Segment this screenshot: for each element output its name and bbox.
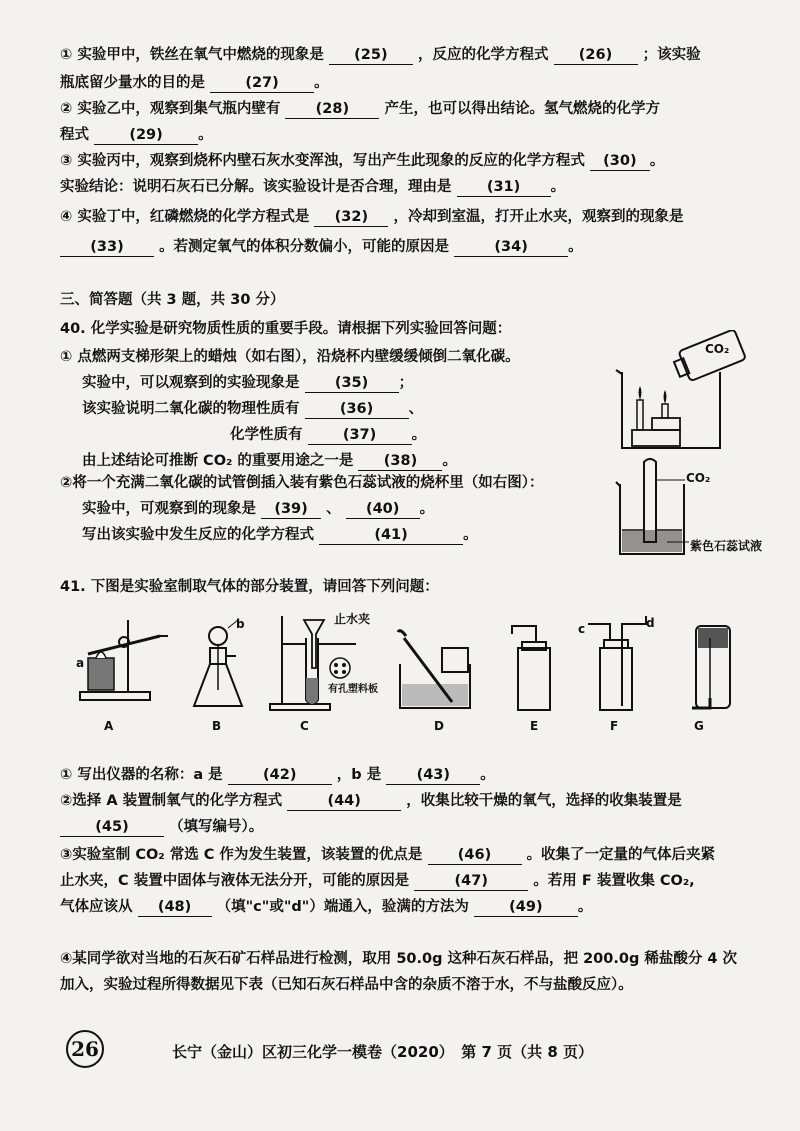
blank-33: (33)	[60, 238, 154, 257]
text: 。收集了一定量的气体后夹紧	[526, 847, 716, 863]
blank-39: (39)	[261, 500, 321, 519]
blank-34: (34)	[454, 238, 568, 257]
blank-30: (30)	[590, 152, 650, 171]
q40-part1: ① 点燃两支梯形架上的蜡烛（如右图），沿烧杯内壁缓缓倾倒二氧化碳。	[60, 349, 520, 365]
q39-item3-line2: 实验结论：说明石灰石已分解。该实验设计是否合理，理由是 (31) 。	[60, 179, 566, 195]
blank-40: (40)	[346, 500, 420, 519]
text: ③实验室制 CO₂ 常选 C 作为发生装置，该装置的优点是	[60, 847, 423, 863]
apparatus-f	[588, 616, 646, 710]
letter-b: B	[212, 719, 222, 733]
text: ① 写出仪器的名称：a 是	[60, 767, 223, 783]
q40-part2: ②将一个充满二氧化碳的试管倒插入装有紫色石蕊试液的烧杯里（如右图）：	[60, 475, 544, 491]
letter-f: F	[610, 719, 619, 733]
label-plate: 有孔塑料板	[328, 684, 378, 695]
blank-28: (28)	[285, 100, 379, 119]
text: 。若用 F 装置收集 CO₂,	[533, 873, 695, 889]
text: 该实验说明二氧化碳的物理性质有	[82, 401, 300, 417]
text: 由上述结论可推断 CO₂ 的重要用途之一是	[82, 453, 354, 469]
q41-s3-line3: 气体应该从 (48) （填"c"或"d"）端通入，验满的方法为 (49) 。	[60, 899, 593, 915]
text: ② 实验乙中，观察到集气瓶内壁有	[60, 101, 281, 117]
text: ③ 实验丙中，观察到烧杯内壁石灰水变浑浊，写出产生此现象的反应的化学方程式	[60, 153, 585, 169]
q41-s1: ① 写出仪器的名称：a 是 (42) ，b 是 (43) 。	[60, 767, 495, 783]
co2-tube-label: CO₂	[686, 471, 711, 485]
q40-stem: 40. 化学实验是研究物质性质的重要手段。请根据下列实验回答问题：	[60, 321, 512, 337]
q40-p1-line-b: 该实验说明二氧化碳的物理性质有 (36) 、	[82, 401, 424, 417]
blank-44: (44)	[287, 792, 401, 811]
text: 气体应该从	[60, 899, 133, 915]
text: 实验中，可以观察到的实验现象是	[82, 375, 300, 391]
text: 实验结论：说明石灰石已分解。该实验设计是否合理，理由是	[60, 179, 452, 195]
label-d: d	[646, 616, 655, 630]
text: （填写编号）。	[169, 819, 264, 835]
text: ，收集比较干燥的氧气，选择的收集装置是	[406, 793, 682, 809]
blank-38: (38)	[358, 452, 442, 471]
label-b: b	[236, 617, 245, 631]
blank-37: (37)	[308, 426, 412, 445]
text: ，b 是	[336, 767, 382, 783]
text: 产生，也可以得出结论。氢气燃烧的化学方	[384, 101, 660, 117]
text: ，冷却到室温，打开止水夹，观察到的现象是	[393, 209, 684, 225]
text: ；该实验	[642, 47, 701, 63]
q39-item2-line2: 程式 (29) 。	[60, 127, 213, 143]
blank-41: (41)	[319, 526, 463, 545]
q39-item1-line2: 瓶底留少量水的目的是 (27) 。	[60, 75, 329, 91]
apparatus-d	[398, 631, 470, 708]
text: ④ 实验丁中，红磷燃烧的化学方程式是	[60, 209, 310, 225]
q40-p1-line-a: 实验中，可以观察到的实验现象是 (35) ；	[82, 375, 414, 391]
blank-45: (45)	[60, 818, 164, 837]
text: 实验中，可观察到的现象是	[82, 501, 256, 517]
blank-42: (42)	[228, 766, 332, 785]
apparatus-b	[194, 620, 242, 706]
text: （填"c"或"d"）端通入，验满的方法为	[216, 899, 469, 915]
text: ②选择 A 装置制氧气的化学方程式	[60, 793, 283, 809]
blank-31: (31)	[457, 178, 551, 197]
blank-27: (27)	[210, 74, 314, 93]
blank-26: (26)	[554, 46, 638, 65]
q41-stem: 41. 下图是实验室制取气体的部分装置，请回答下列问题：	[60, 579, 439, 595]
blank-35: (35)	[305, 374, 399, 393]
q40-p1-line-d: 由上述结论可推断 CO₂ 的重要用途之一是 (38) 。	[82, 453, 457, 469]
text: 瓶底留少量水的目的是	[60, 75, 205, 91]
blank-48: (48)	[138, 898, 212, 917]
page-badge: 26	[66, 1030, 104, 1068]
text: ，反应的化学方程式	[417, 47, 549, 63]
q39-item4-line2: (33) 。若测定氧气的体积分数偏小，可能的原因是 (34) 。	[60, 238, 583, 257]
blank-46: (46)	[428, 846, 522, 865]
q41-s2-line1	[60, 792, 682, 811]
letter-d: D	[434, 719, 444, 733]
q40-p2-line-a: 实验中，可观察到的现象是 (39) 、 (40) 。	[82, 501, 435, 517]
footer-text: 长宁（金山）区初三化学一模卷（2020） 第 7 页（共 8 页）	[172, 1043, 594, 1061]
text: 化学性质有	[230, 427, 303, 443]
letter-a: A	[104, 719, 114, 733]
q39-item4-line1	[60, 208, 683, 227]
apparatus-a	[80, 620, 168, 700]
blank-43: (43)	[386, 766, 480, 785]
q41-s3-line1	[60, 846, 715, 865]
label-c: c	[578, 622, 586, 636]
text: 写出该实验中发生反应的化学方程式	[82, 527, 314, 543]
q39-item3-line1: ③ 实验丙中，观察到烧杯内壁石灰水变浑浊，写出产生此现象的反应的化学方程式 (30) 。	[60, 153, 665, 169]
co2-bottle-label: CO₂	[705, 342, 730, 356]
letter-g: G	[694, 719, 704, 733]
q41-s4-line1: ④某同学欲对当地的石灰石矿石样品进行检测，取用 50.0g 这种石灰石样品，把 200.0g 稀盐酸分 4 次	[60, 951, 738, 967]
label-clamp: 止水夹	[334, 612, 371, 626]
q40-p1-line-c: 化学性质有 (37) 。	[230, 427, 427, 443]
blank-25: (25)	[329, 46, 413, 65]
text: 。若测定氧气的体积分数偏小，可能的原因是	[159, 239, 450, 255]
apparatus-g	[692, 626, 730, 708]
blank-49: (49)	[474, 898, 578, 917]
text: ① 实验甲中，铁丝在氧气中燃烧的现象是	[60, 47, 324, 63]
apparatus-e	[512, 626, 550, 710]
section-title: 三、简答题（共 3 题，共 30 分）	[60, 292, 285, 308]
blank-36: (36)	[305, 400, 409, 419]
blank-47: (47)	[414, 872, 528, 891]
litmus-label: 紫色石蕊试液	[690, 539, 763, 553]
letter-c: C	[300, 719, 309, 733]
q41-s4-line2: 加入，实验过程所得数据见下表（已知石灰石样品中含的杂质不溶于水，不与盐酸反应）。	[60, 977, 633, 993]
apparatus-c	[270, 616, 356, 710]
blank-29: (29)	[94, 126, 198, 145]
letter-e: E	[530, 719, 539, 733]
text: 止水夹，C 装置中固体与液体无法分开，可能的原因是	[60, 873, 410, 889]
blank-32: (32)	[314, 208, 388, 227]
q39-item1-line1	[60, 46, 701, 65]
text: 程式	[60, 127, 89, 143]
label-a: a	[76, 656, 85, 670]
q40-p2-line-b: 写出该实验中发生反应的化学方程式 (41) 。	[82, 527, 478, 543]
q39-item2-line1	[60, 100, 660, 119]
q41-s3-line2	[60, 872, 695, 891]
figure2-leader-lines	[655, 474, 695, 546]
q41-s2-line2	[60, 818, 263, 837]
